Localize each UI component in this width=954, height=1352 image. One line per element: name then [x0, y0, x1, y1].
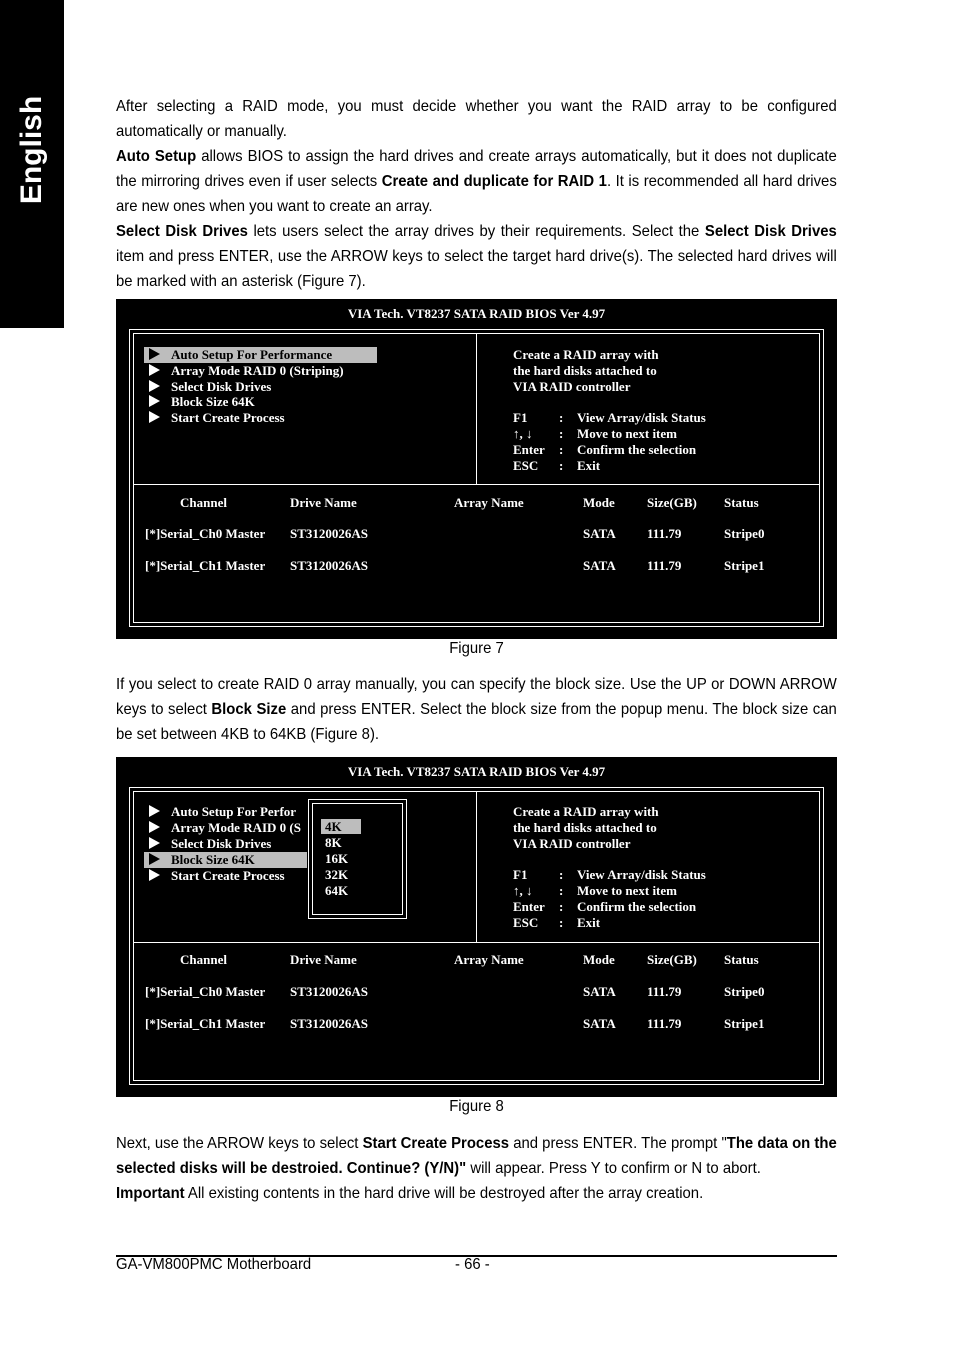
block-size-option-32k[interactable]: 32K: [325, 867, 349, 882]
help-text: [513, 804, 659, 852]
column-header-array-name: Array Name: [454, 495, 524, 510]
key-name: ↑, ↓: [513, 883, 533, 898]
select-disk-label: Select Disk Drives: [116, 223, 248, 240]
drive-row-channel[interactable]: [*]Serial_Ch1 Master: [145, 558, 266, 573]
menu-item-select-disk[interactable]: [144, 836, 271, 852]
key-desc: Move to next item: [577, 883, 677, 898]
figure7-caption: Figure 7: [449, 640, 504, 657]
menu-item-label: Auto Setup For Performance: [171, 347, 333, 362]
important-text: All existing contents in the hard drive will be destroyed after the array creation.: [184, 1185, 704, 1202]
menu-item-label: Start Create Process: [171, 868, 285, 883]
drive-row-size: 111.79: [647, 526, 682, 541]
help-text: [513, 347, 659, 395]
footer-product: GA-VM800PMC Motherboard: [116, 1256, 312, 1273]
column-header-status: Status: [724, 495, 759, 510]
auto-setup-label: Auto Setup: [116, 148, 197, 165]
select-disk-item-label: Select Disk Drives: [704, 223, 837, 240]
column-header-drive-name: Drive Name: [290, 495, 357, 510]
help-line: VIA RAID controller: [513, 379, 631, 394]
prompt-text: The data on the selected disks will be destroied. Continue? (Y/N)": [116, 1135, 837, 1177]
menu-item-label: Array Mode RAID 0 (S: [171, 820, 301, 835]
drive-row-channel[interactable]: [*]Serial_Ch0 Master: [145, 526, 266, 541]
bios-frame: [129, 329, 824, 627]
drive-row-name: ST3120026AS: [290, 526, 369, 541]
drive-row-channel[interactable]: [*]Serial_Ch1 Master: [145, 1016, 266, 1031]
drive-row-status: Stripe0: [724, 526, 765, 541]
column-header-size: Size(GB): [647, 495, 697, 510]
key-row: [513, 410, 706, 426]
drive-row-size: 111.79: [647, 558, 682, 573]
start-create-paragraph: [116, 1131, 837, 1206]
menu-item-label: Select Disk Drives: [171, 379, 272, 394]
menu-item-block-size[interactable]: [144, 394, 255, 410]
column-header-status: Status: [724, 952, 759, 967]
help-line: Create a RAID array with: [513, 347, 659, 362]
key-row: [513, 458, 706, 474]
column-header-channel: Channel: [180, 952, 227, 967]
arrow-right-icon: [149, 411, 160, 423]
key-row: [513, 867, 706, 883]
figure8-caption: Figure 8: [449, 1098, 504, 1115]
column-header-array-name: Array Name: [454, 952, 524, 967]
help-line: VIA RAID controller: [513, 836, 631, 851]
menu-item-label: Auto Setup For Perfor: [171, 804, 297, 819]
block-size-label: Block Size: [211, 701, 287, 718]
menu-item-auto-setup[interactable]: [144, 347, 377, 363]
block-size-option-8k[interactable]: 8K: [325, 835, 342, 850]
key-name: Enter: [513, 442, 545, 457]
arrow-right-icon: [149, 869, 160, 881]
start-create-text-block: [116, 1131, 837, 1181]
intro-paragraph: [116, 94, 837, 294]
block-size-text-end: and press ENTER. Select the block size from the popup menu. The block size can be set between 4KB to 64KB (Figure 8).: [116, 701, 837, 743]
bios-screen-figure8: [116, 757, 837, 1097]
key-sep: :: [559, 915, 564, 930]
arrow-right-icon: [149, 348, 160, 360]
auto-setup-text: allows BIOS to assign the hard drives and create arrays automatically, but it does not duplicate the mirroring drives even if user selects: [116, 148, 837, 190]
key-sep: :: [559, 442, 564, 457]
key-name: ESC: [513, 915, 539, 930]
menu-item-label: Block Size 64K: [171, 852, 255, 867]
key-sep: :: [559, 426, 564, 441]
bios-title: VIA Tech. VT8237 SATA RAID BIOS Ver 4.97: [347, 764, 606, 779]
bios-title: VIA Tech. VT8237 SATA RAID BIOS Ver 4.97: [347, 306, 606, 321]
key-desc: Exit: [577, 458, 601, 473]
key-row: [513, 442, 706, 458]
menu-item-label: Select Disk Drives: [171, 836, 272, 851]
key-legend: [513, 410, 706, 474]
drive-row-name: ST3120026AS: [290, 984, 369, 999]
menu-item-select-disk[interactable]: [144, 379, 271, 395]
key-name: ESC: [513, 458, 539, 473]
arrow-right-icon: [149, 380, 160, 392]
arrow-right-icon: [149, 837, 160, 849]
language-tab: [0, 0, 64, 328]
menu-item-start-create[interactable]: [144, 410, 285, 426]
key-sep: :: [559, 899, 564, 914]
drive-row-status: Stripe1: [724, 1016, 765, 1031]
column-header-mode: Mode: [583, 952, 615, 967]
key-row: [513, 899, 706, 915]
key-name: F1: [513, 410, 528, 425]
menu-item-label: Start Create Process: [171, 410, 285, 425]
language-tab-label: English: [15, 95, 48, 205]
menu-item-array-mode[interactable]: [144, 363, 344, 379]
intro-text: After selecting a RAID mode, you must decide whether you want the RAID array to be configured automatically or manually.: [116, 98, 837, 140]
key-sep: :: [559, 410, 564, 425]
key-name: Enter: [513, 899, 545, 914]
key-sep: :: [559, 883, 564, 898]
page-number: - 66 -: [455, 1256, 490, 1273]
key-desc: View Array/disk Status: [577, 867, 706, 882]
horizontal-divider: [133, 942, 820, 943]
drive-row-size: 111.79: [647, 1016, 682, 1031]
horizontal-divider: [133, 484, 820, 485]
menu-item-start-create[interactable]: [144, 868, 285, 884]
column-header-size: Size(GB): [647, 952, 697, 967]
start-create-text-mid: and press ENTER. The prompt ": [509, 1135, 727, 1152]
drive-row-status: Stripe1: [724, 558, 765, 573]
block-size-text: If you select to create RAID 0 array manually, you can specify the block size. Use the UP or DOWN ARROW keys to select: [116, 676, 837, 718]
key-sep: :: [559, 867, 564, 882]
arrow-right-icon: [149, 805, 160, 817]
drive-row-channel[interactable]: [*]Serial_Ch0 Master: [145, 984, 266, 999]
key-legend: [513, 867, 706, 931]
key-desc: Confirm the selection: [577, 442, 697, 457]
drive-row-name: ST3120026AS: [290, 558, 369, 573]
help-line: the hard disks attached to: [513, 363, 657, 378]
bios-screen-figure7: [116, 299, 837, 639]
block-size-option-4k[interactable]: 4K: [321, 819, 361, 834]
drive-row-status: Stripe0: [724, 984, 765, 999]
drive-row-size: 111.79: [647, 984, 682, 999]
block-size-option-64k[interactable]: 64K: [325, 883, 349, 898]
help-line: the hard disks attached to: [513, 820, 657, 835]
key-desc: Confirm the selection: [577, 899, 697, 914]
drive-row-mode: SATA: [583, 558, 616, 573]
help-line: Create a RAID array with: [513, 804, 659, 819]
bios-frame: [129, 787, 824, 1085]
key-name: ↑, ↓: [513, 426, 533, 441]
start-create-text-end: will appear. Press Y to confirm or N to abort.: [466, 1160, 761, 1177]
auto-setup-text-end: . It is recommended all hard drives are new ones when you want to create an array.: [116, 173, 837, 215]
block-size-option-16k[interactable]: 16K: [325, 851, 349, 866]
key-desc: View Array/disk Status: [577, 410, 706, 425]
arrow-right-icon: [149, 821, 160, 833]
key-desc: Exit: [577, 915, 601, 930]
block-size-popup: [308, 799, 407, 919]
key-sep: :: [559, 458, 564, 473]
raid1-option-label: Create and duplicate for RAID 1: [381, 173, 607, 190]
arrow-right-icon: [149, 364, 160, 376]
select-disk-text: lets users select the array drives by their requirements. Select the: [247, 223, 705, 240]
vertical-divider: [476, 791, 477, 942]
key-row: [513, 426, 706, 442]
block-size-paragraph: [116, 672, 837, 747]
drive-row-mode: SATA: [583, 526, 616, 541]
start-create-text: Next, use the ARROW keys to select: [116, 1135, 363, 1152]
column-header-mode: Mode: [583, 495, 615, 510]
drive-row-mode: SATA: [583, 1016, 616, 1031]
menu-item-auto-setup[interactable]: [144, 804, 296, 820]
arrow-right-icon: [149, 853, 160, 865]
menu-item-array-mode[interactable]: [144, 820, 301, 836]
select-disk-paragraph: [116, 219, 837, 294]
column-header-drive-name: Drive Name: [290, 952, 357, 967]
arrow-right-icon: [149, 395, 160, 407]
drive-row-name: ST3120026AS: [290, 1016, 369, 1031]
start-create-label: Start Create Process: [362, 1135, 510, 1152]
key-row: [513, 915, 706, 931]
key-name: F1: [513, 867, 528, 882]
key-desc: Move to next item: [577, 426, 677, 441]
key-row: [513, 883, 706, 899]
important-note: [116, 1181, 837, 1206]
important-label: Important: [116, 1185, 185, 1202]
select-disk-text-end: item and press ENTER, use the ARROW keys to select the target hard drive(s). The selected hard drives will be marked with an asterisk (Figure 7).: [116, 248, 837, 290]
column-header-channel: Channel: [180, 495, 227, 510]
auto-setup-paragraph: [116, 144, 837, 219]
vertical-divider: [476, 333, 477, 484]
drive-row-mode: SATA: [583, 984, 616, 999]
menu-item-label: Block Size 64K: [171, 394, 255, 409]
menu-item-block-size[interactable]: [144, 852, 307, 868]
menu-item-label: Array Mode RAID 0 (Striping): [171, 363, 344, 378]
